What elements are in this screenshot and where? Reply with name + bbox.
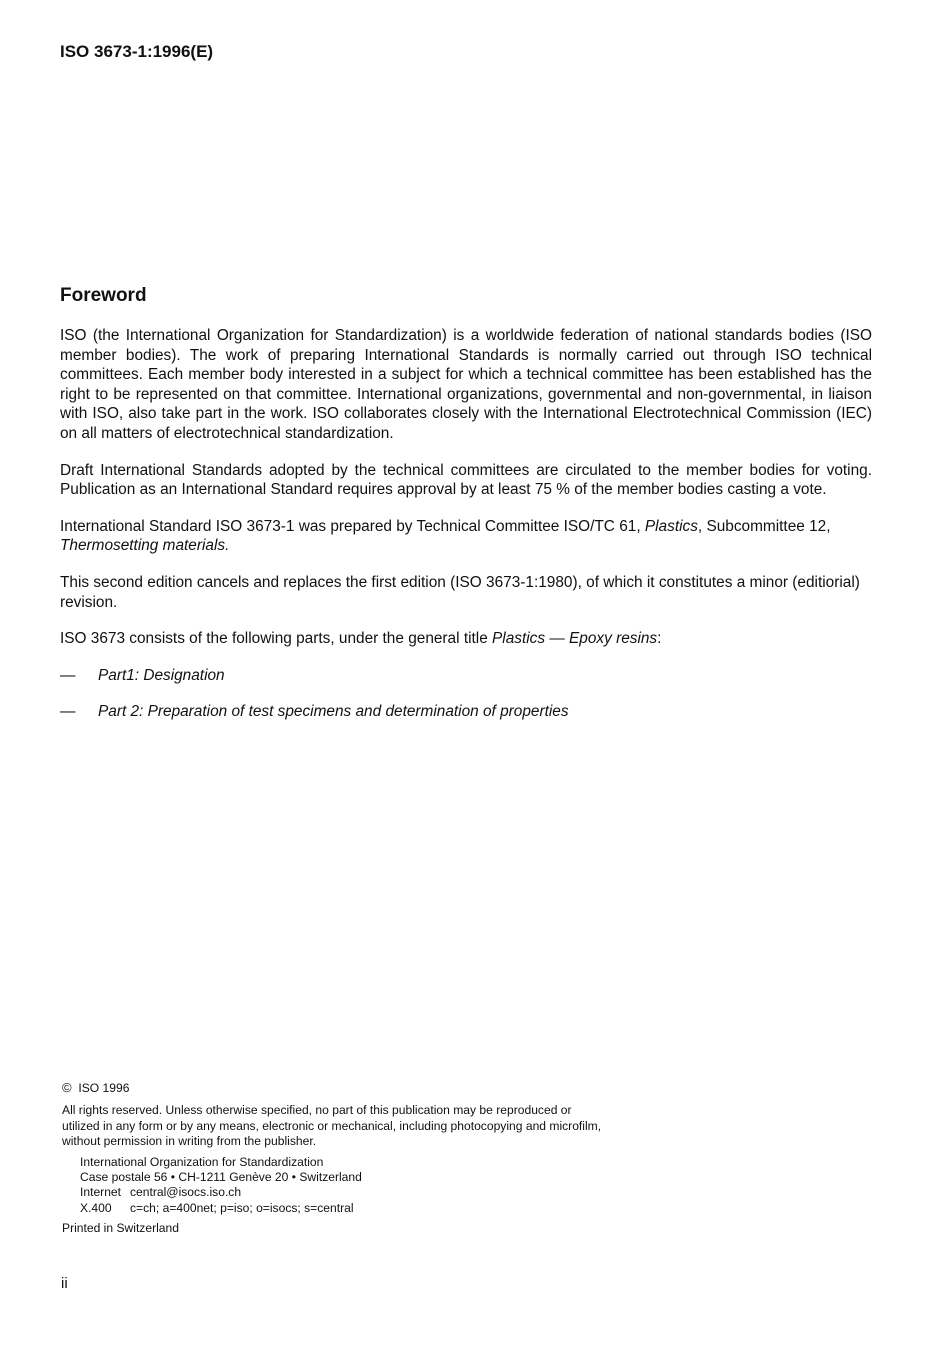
page-number: ii <box>61 1275 68 1292</box>
publisher-name: International Organization for Standardization <box>80 1154 324 1169</box>
paragraph-parts-intro <box>60 629 872 649</box>
paragraph-committee <box>60 517 872 556</box>
x400-label: X.400 <box>80 1200 112 1215</box>
committee-plastics: Plastics <box>644 517 698 535</box>
part-label: Part 2: Preparation of test specimens and determination of properties <box>98 703 569 721</box>
list-item <box>60 702 872 722</box>
committee-text: International Standard ISO 3673-1 was prepared by Technical Committee ISO/TC 61, <box>60 517 645 535</box>
list-item <box>60 666 872 686</box>
internet-value: central@isocs.iso.ch <box>130 1185 242 1200</box>
section-title: Foreword <box>60 285 147 306</box>
parts-intro-text: ISO 3673 consists of the following parts, under the general title <box>60 630 493 648</box>
paragraph-draft-standards: Draft International Standards adopted by the technical committees are circulated to the member bodies for voting. Publication as an International Standard requires approval by at least 75 % of the member bodies casting a vote. <box>60 461 872 499</box>
copyright-line <box>62 1080 607 1096</box>
internet-label: Internet <box>80 1185 122 1200</box>
parts-intro-colon: : <box>657 630 662 648</box>
copyright-symbol: © <box>62 1080 72 1095</box>
publisher-postal: Case postale 56 • CH-1211 Genève 20 • Switzerland <box>80 1170 362 1185</box>
parts-list <box>60 666 872 722</box>
part-label: Part1: Designation <box>98 666 225 684</box>
publisher-address <box>80 1155 607 1217</box>
printed-location: Printed in Switzerland <box>62 1221 179 1236</box>
x400-row <box>80 1201 607 1216</box>
document-designation: ISO 3673-1:1996(E) <box>60 42 214 61</box>
committee-thermosetting: Thermosetting materials. <box>60 537 230 555</box>
paragraph-edition: This second edition cancels and replaces the first edition (ISO 3673-1:1980), of which it constitutes a minor (editiorial) revision. <box>60 573 860 611</box>
foreword-body <box>60 326 872 739</box>
rights-statement: All rights reserved. Unless otherwise specified, no part of this publication may be reproduced or utilized in any form or by any means, electronic or mechanical, including photocopying and microfilm, without permission in writing from the publisher. <box>62 1103 602 1149</box>
copyright-block <box>62 1080 607 1237</box>
dash-bullet: — <box>60 666 76 684</box>
paragraph-iso-description: ISO (the International Organization for Standardization) is a worldwide federation of national standards bodies (ISO member bodies). The work of preparing International Standards is normally carried out through ISO technical committees. Each member body interested in a subject for which a technical committee has been established has the right to be represented on that committee. International organizations, governmental and non-governmental, in liaison with ISO, also take part in the work. ISO collaborates closely with the International Electrotechnical Commission (IEC) on all matters of electrotechnical standardization. <box>60 327 872 442</box>
committee-subcommittee: , Subcommittee 12, <box>697 517 831 535</box>
copyright-year: ISO 1996 <box>78 1081 130 1095</box>
internet-row <box>80 1185 607 1200</box>
dash-bullet: — <box>60 703 76 721</box>
x400-value: c=ch; a=400net; p=iso; o=isocs; s=central <box>130 1200 354 1215</box>
parts-general-title: Plastics — Epoxy resins <box>492 630 658 648</box>
